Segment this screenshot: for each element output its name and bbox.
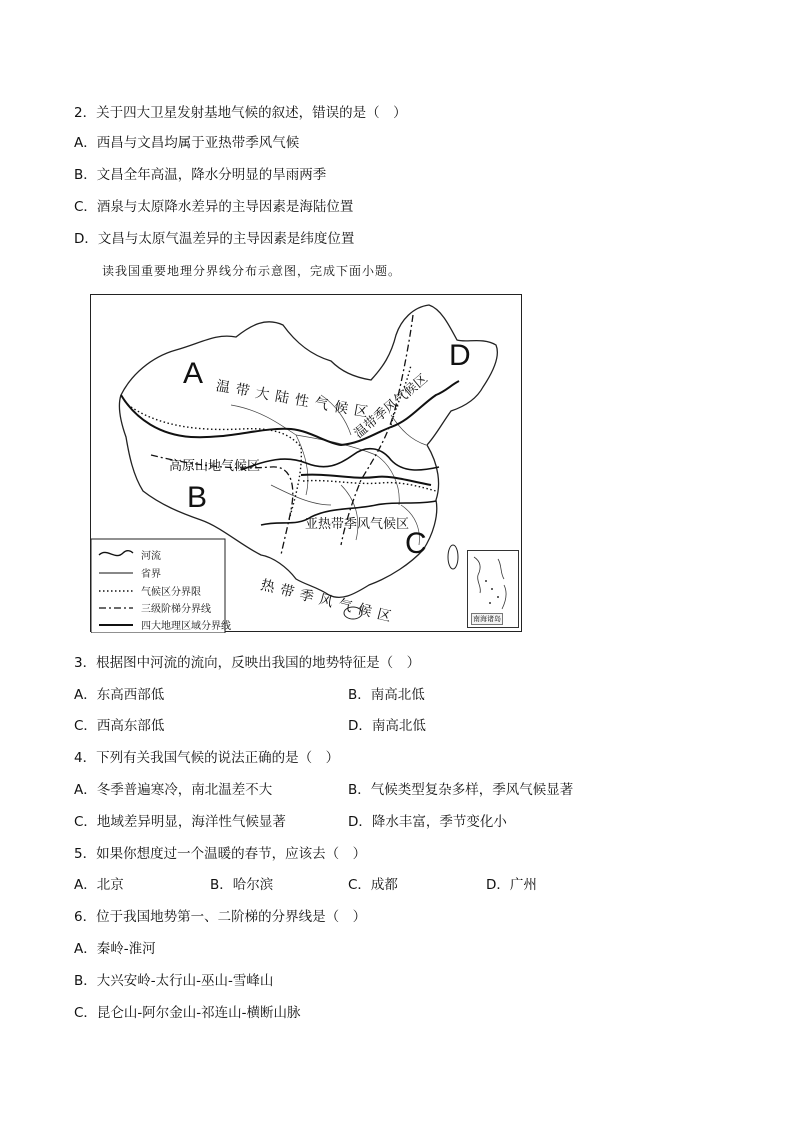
q3-option-b[interactable]: B．南高北低 <box>348 687 425 703</box>
q4-option-d[interactable]: D．降水丰富，季节变化小 <box>348 814 507 830</box>
q5-stem: 5．如果你想度过一个温暖的春节，应该去（ ） <box>74 846 367 862</box>
q2-stem: 2．关于四大卫星发射基地气候的叙述，错误的是（ ） <box>74 105 407 121</box>
q3-option-a[interactable]: A．东高西部低 <box>74 687 165 703</box>
region-a-label: A <box>183 357 204 390</box>
q6-stem: 6．位于我国地势第一、二阶梯的分界线是（ ） <box>74 909 367 925</box>
tropical-monsoon-label: 热带季风气候区 <box>258 577 399 627</box>
q2-option-d[interactable]: D．文昌与太原气温差异的主导因素是纬度位置 <box>74 231 355 247</box>
legend-step-boundary: 三级阶梯分界线 <box>141 604 211 615</box>
legend-river: 河流 <box>141 551 161 562</box>
region-b-label: B <box>187 481 208 514</box>
inset-label: 南海诸岛 <box>473 615 501 623</box>
q2-option-a[interactable]: A．西昌与文昌均属于亚热带季风气候 <box>74 135 300 151</box>
temperate-monsoon-label: 温带季风气候区 <box>351 371 431 442</box>
q3-stem: 3．根据图中河流的流向，反映出我国的地势特征是（ ） <box>74 655 421 671</box>
plateau-climate-label: 高原山地气候区 <box>169 459 261 474</box>
south-china-sea-inset <box>467 550 519 628</box>
q3-option-c[interactable]: C．西高东部低 <box>74 718 165 734</box>
q6-option-b[interactable]: B．大兴安岭-太行山-巫山-雪峰山 <box>74 973 274 989</box>
subtropical-monsoon-label: 亚热带季风气候区 <box>305 517 410 532</box>
map-intro: 读我国重要地理分界线分布示意图，完成下面小题。 <box>102 264 402 278</box>
china-boundary-map <box>90 294 522 632</box>
temperate-continental-label: 温带大陆性气候区 <box>214 378 376 422</box>
q4-option-b[interactable]: B．气候类型复杂多样，季风气候显著 <box>348 782 574 798</box>
q4-option-c[interactable]: C．地域差异明显，海洋性气候显著 <box>74 814 286 830</box>
q5-option-c[interactable]: C．成都 <box>348 877 398 893</box>
q5-option-b[interactable]: B．哈尔滨 <box>210 877 274 893</box>
q4-option-a[interactable]: A．冬季普遍寒冷，南北温差不大 <box>74 782 273 798</box>
q2-option-b[interactable]: B．文昌全年高温，降水分明显的旱雨两季 <box>74 167 327 183</box>
q5-option-d[interactable]: D．广州 <box>486 877 537 893</box>
q6-option-a[interactable]: A．秦岭-淮河 <box>74 941 156 957</box>
q3-option-d[interactable]: D．南高北低 <box>348 718 426 734</box>
region-c-label: C <box>405 527 427 560</box>
legend-province: 省界 <box>141 569 161 580</box>
legend-climate-boundary: 气候区分界限 <box>141 587 201 598</box>
q6-option-c[interactable]: C．昆仑山-阿尔金山-祁连山-横断山脉 <box>74 1005 301 1021</box>
legend-region-boundary: 四大地理区域分界线 <box>141 621 231 632</box>
q2-option-c[interactable]: C．酒泉与太原降水差异的主导因素是海陆位置 <box>74 199 354 215</box>
region-d-label: D <box>449 339 471 372</box>
q4-stem: 4．下列有关我国气候的说法正确的是（ ） <box>74 750 340 766</box>
q5-option-a[interactable]: A．北京 <box>74 877 124 893</box>
